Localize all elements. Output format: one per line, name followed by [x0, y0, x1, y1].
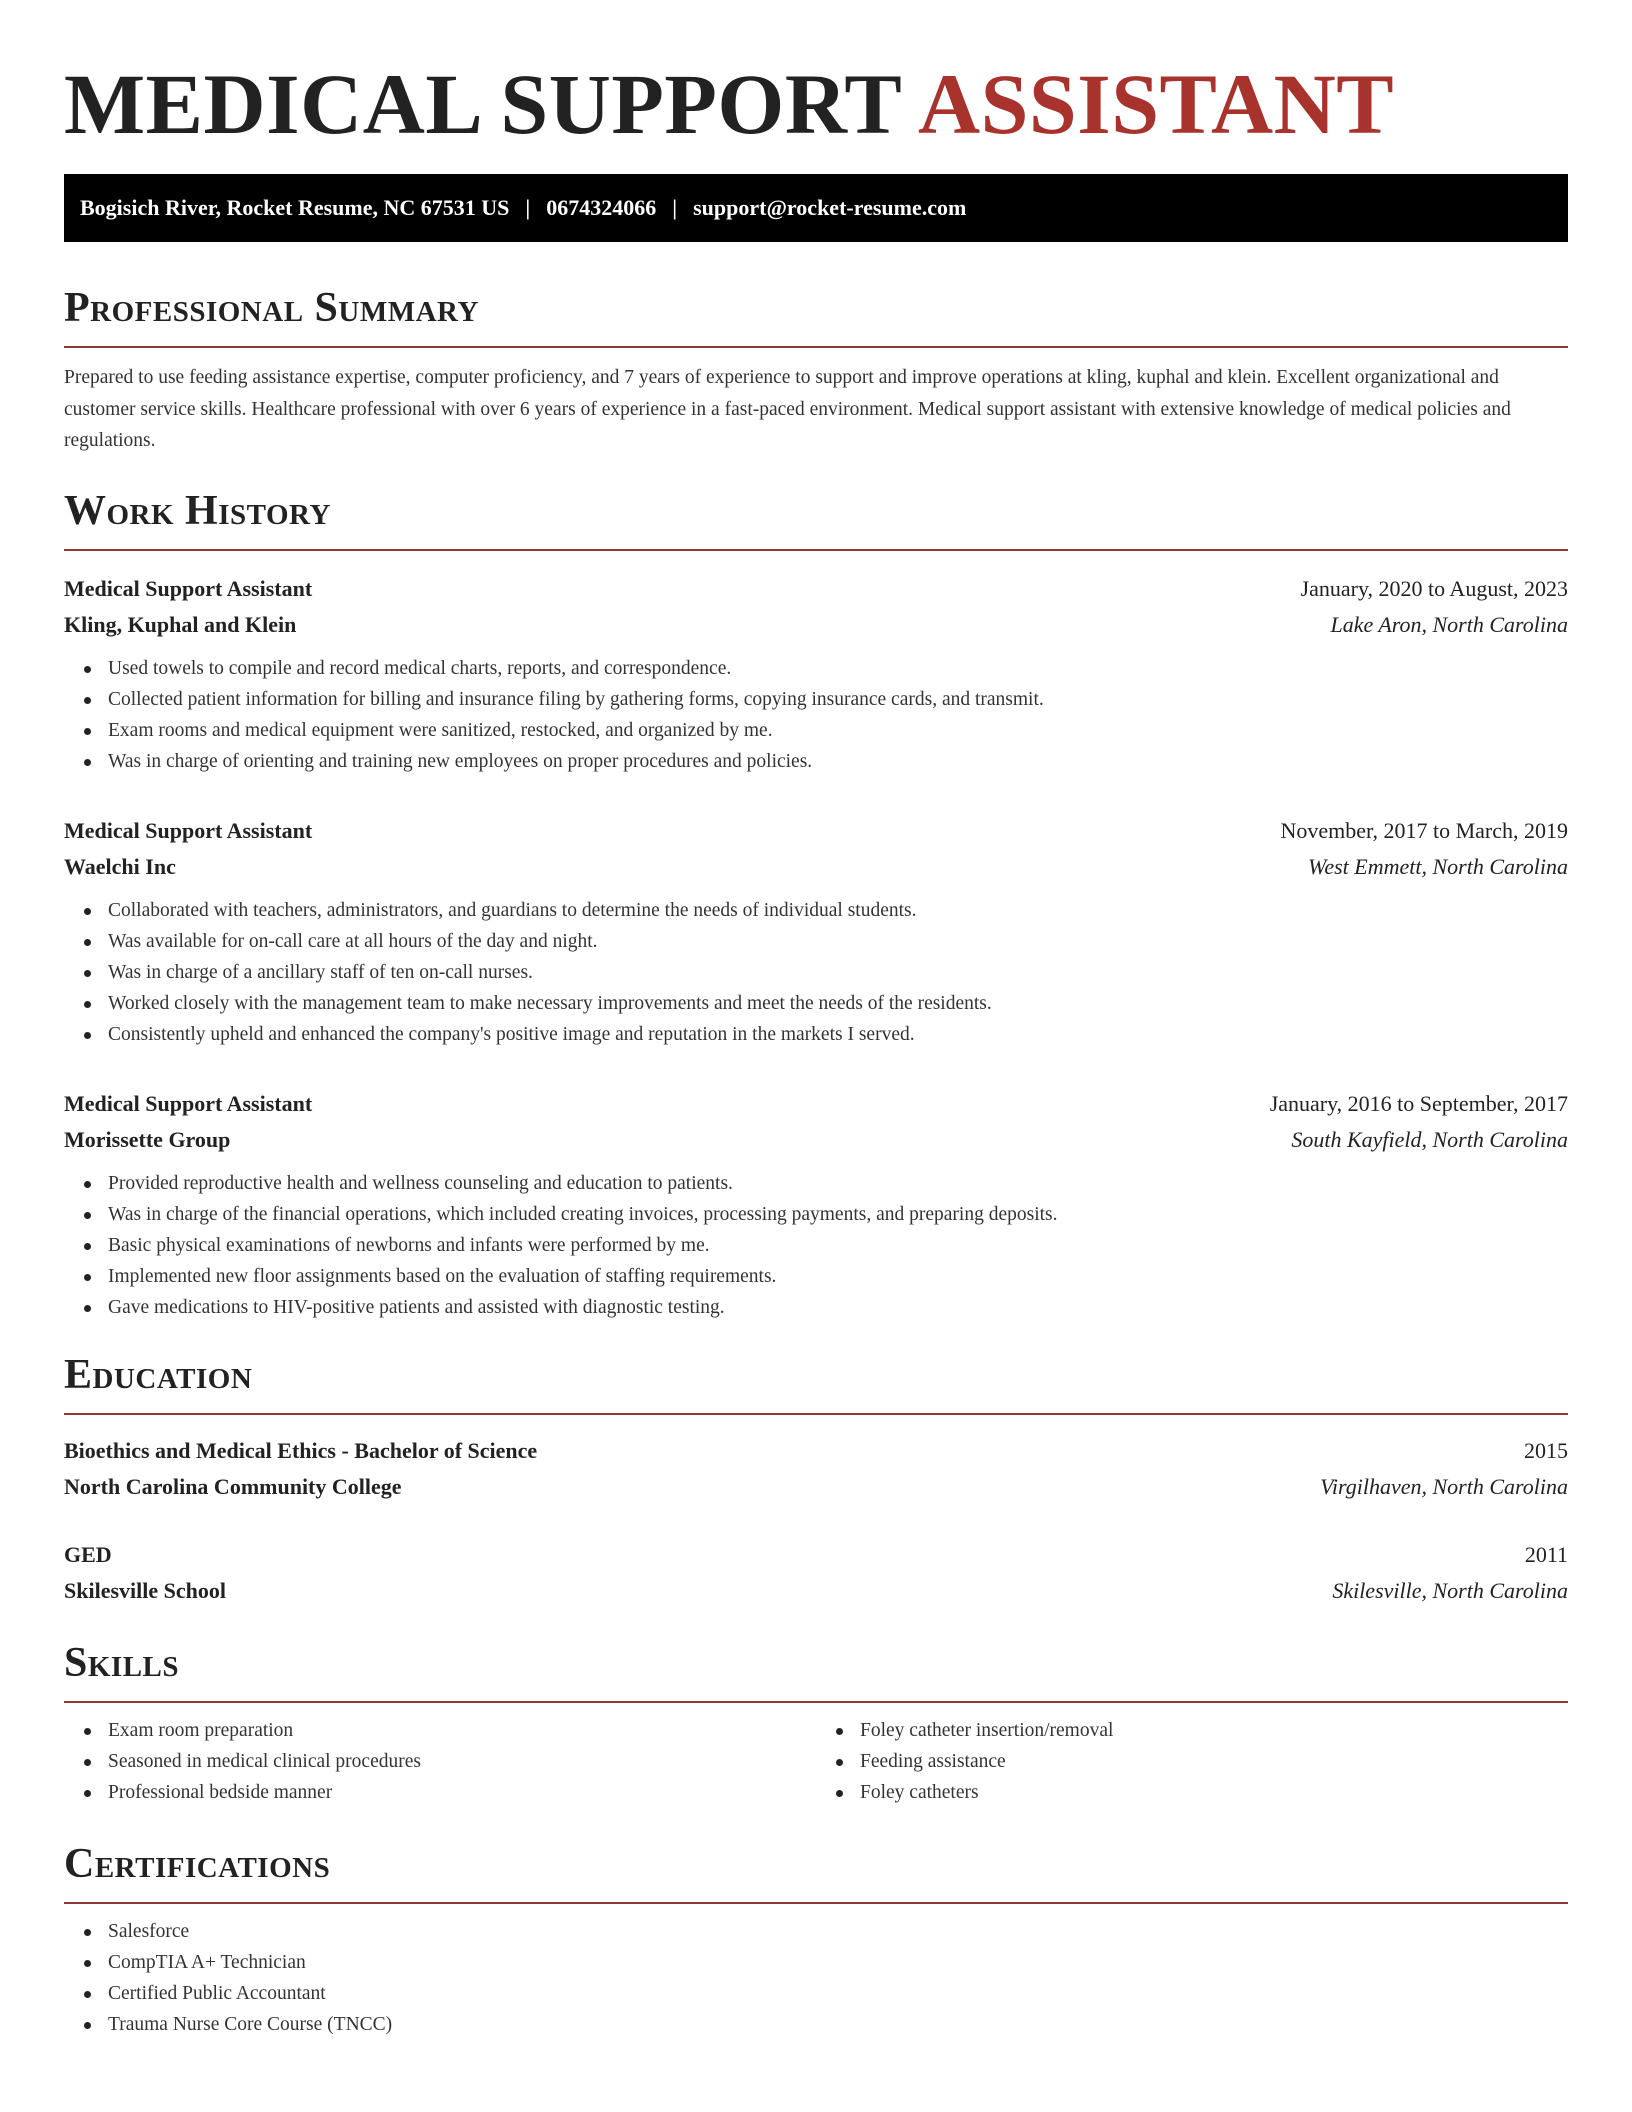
job-bullet: Gave medications to HIV-positive patients and assisted with diagnostic testing.	[108, 1292, 1568, 1323]
job-bullet: Used towels to compile and record medical charts, reports, and correspondence.	[108, 653, 1568, 684]
job-location: South Kayfield, North Carolina	[1291, 1126, 1568, 1152]
section-divider	[64, 1701, 1568, 1703]
section-divider	[64, 549, 1568, 551]
section-title-work: Work History	[64, 487, 331, 534]
job-header-row	[64, 571, 1568, 607]
job-entry	[64, 571, 1568, 777]
summary-text: Prepared to use feeding assistance expertise, computer proficiency, and 7 years of experience to support and improve operations at kling, kuphal and klein. Excellent organizational and customer service skills. Healthcare professional with over 6 years of experience in a fast-paced environment. Medical support assistant with extensive knowledge of medical policies and regulations.	[64, 367, 1511, 451]
job-company: Kling, Kuphal and Klein	[64, 611, 297, 637]
job-bullet: Provided reproductive health and wellness counseling and education to patients.	[108, 1168, 1568, 1199]
job-company-row	[64, 849, 1568, 885]
job-bullet: Consistently upheld and enhanced the company's positive image and reputation in the markets I served.	[108, 1019, 1568, 1050]
contact-separator: |	[525, 195, 531, 220]
job-bullet: Collected patient information for billing and insurance filing by gathering forms, copying insurance cards, and transmit.	[108, 684, 1568, 715]
job-company: Morissette Group	[64, 1126, 231, 1152]
job-bullet: Worked closely with the management team to make necessary improvements and meet the needs of the residents.	[108, 988, 1568, 1019]
job-role: Medical Support Assistant	[64, 817, 313, 843]
contact-email: support@rocket-resume.com	[693, 195, 967, 220]
job-bullet: Was in charge of a ancillary staff of ten on-call nurses.	[108, 957, 1568, 988]
education-school-row	[64, 1469, 1568, 1505]
job-role: Medical Support Assistant	[64, 575, 313, 601]
job-bullet: Exam rooms and medical equipment were sanitized, restocked, and organized by me.	[108, 715, 1568, 746]
job-company-row	[64, 1122, 1568, 1158]
job-company-row	[64, 607, 1568, 643]
job-dates: January, 2016 to September, 2017	[1269, 1090, 1568, 1116]
summary-section	[64, 284, 1568, 457]
education-header-row	[64, 1537, 1568, 1573]
education-school: Skilesville School	[64, 1577, 226, 1603]
section-title-summary: Professional Summary	[64, 285, 479, 331]
certification-item: Certified Public Accountant	[108, 1978, 1568, 2009]
education-entry	[64, 1537, 1568, 1609]
name-first: MEDICAL SUPPORT	[64, 56, 901, 152]
education-location: Virgilhaven, North Carolina	[1320, 1473, 1568, 1499]
section-divider	[64, 346, 1568, 348]
job-entry	[64, 1086, 1568, 1323]
skill-item: Professional bedside manner	[108, 1777, 816, 1808]
skill-item: Feeding assistance	[860, 1746, 1568, 1777]
education-location: Skilesville, North Carolina	[1332, 1577, 1568, 1603]
contact-bar	[64, 174, 1568, 242]
name-last: ASSISTANT	[918, 56, 1395, 152]
contact-address: Bogisich River, Rocket Resume, NC 67531 US	[80, 195, 510, 220]
certification-item: Trauma Nurse Core Course (TNCC)	[108, 2009, 1568, 2040]
education-degree: Bioethics and Medical Ethics - Bachelor of Science	[64, 1437, 538, 1463]
job-bullets	[64, 895, 1568, 1050]
section-divider	[64, 1902, 1568, 1904]
contact-separator: |	[672, 195, 678, 220]
work-history-section	[64, 487, 1568, 1323]
job-bullet: Implemented new floor assignments based on the evaluation of staffing requirements.	[108, 1261, 1568, 1292]
job-header-row	[64, 1086, 1568, 1122]
job-bullet: Was available for on-call care at all hours of the day and night.	[108, 926, 1568, 957]
certifications-list	[64, 1916, 1568, 2040]
contact-phone: 0674324066	[546, 195, 657, 220]
education-year: 2015	[1524, 1437, 1568, 1463]
job-location: West Emmett, North Carolina	[1308, 853, 1568, 879]
education-degree: GED	[64, 1541, 112, 1567]
job-bullet: Basic physical examinations of newborns and infants were performed by me.	[108, 1230, 1568, 1261]
education-entry	[64, 1433, 1568, 1505]
education-school-row	[64, 1573, 1568, 1609]
section-title-education: Education	[64, 1351, 253, 1398]
education-school: North Carolina Community College	[64, 1473, 402, 1499]
education-section	[64, 1351, 1568, 1609]
job-bullet: Was in charge of the financial operations, which included creating invoices, processing payments, and preparing deposits.	[108, 1199, 1568, 1230]
job-dates: January, 2020 to August, 2023	[1300, 575, 1568, 601]
job-header-row	[64, 813, 1568, 849]
job-bullet: Was in charge of orienting and training new employees on proper procedures and policies.	[108, 746, 1568, 777]
section-divider	[64, 1413, 1568, 1415]
section-title-skills: Skills	[64, 1639, 180, 1686]
skills-list-left	[64, 1715, 816, 1808]
section-title-certifications: Certifications	[64, 1840, 331, 1887]
job-entry	[64, 813, 1568, 1050]
certification-item: CompTIA A+ Technician	[108, 1947, 1568, 1978]
skill-item: Seasoned in medical clinical procedures	[108, 1746, 816, 1777]
job-bullets	[64, 1168, 1568, 1323]
job-role: Medical Support Assistant	[64, 1090, 313, 1116]
job-company: Waelchi Inc	[64, 853, 176, 879]
education-year: 2011	[1524, 1541, 1568, 1567]
candidate-name	[64, 56, 1568, 152]
certifications-section	[64, 1840, 1568, 2040]
skills-section	[64, 1639, 1568, 1808]
job-dates: November, 2017 to March, 2019	[1280, 817, 1568, 843]
job-location: Lake Aron, North Carolina	[1330, 611, 1568, 637]
education-header-row	[64, 1433, 1568, 1469]
skills-list-right	[816, 1715, 1568, 1808]
skill-item: Foley catheters	[860, 1777, 1568, 1808]
job-bullets	[64, 653, 1568, 777]
job-bullet: Collaborated with teachers, administrators, and guardians to determine the needs of individual students.	[108, 895, 1568, 926]
skill-item: Foley catheter insertion/removal	[860, 1715, 1568, 1746]
skills-columns	[64, 1715, 1568, 1808]
certification-item: Salesforce	[108, 1916, 1568, 1947]
skill-item: Exam room preparation	[108, 1715, 816, 1746]
